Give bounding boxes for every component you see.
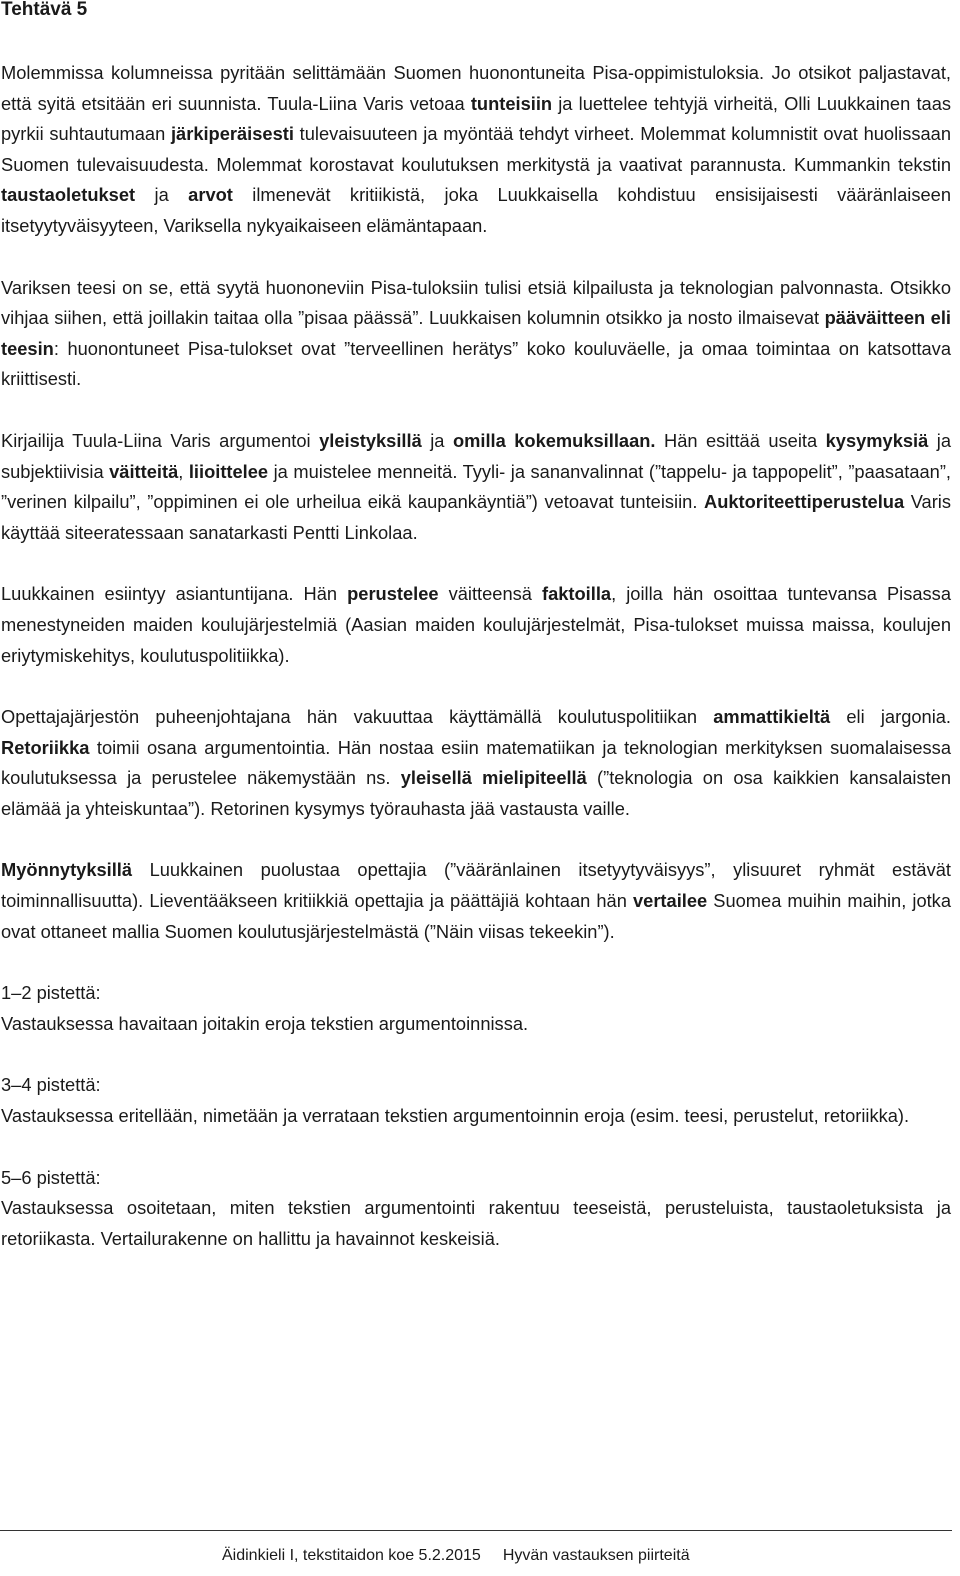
text-run: ja xyxy=(135,184,189,206)
text-run: eli jargonia. xyxy=(830,706,951,728)
text-run: ja luettelee tehtyjä virheitä, Olli Luukkainen taas pyrkii suhtautumaan xyxy=(1,92,951,145)
emphasized-term: Retoriikka xyxy=(1,736,90,758)
emphasized-term: yleistyksillä xyxy=(319,429,422,451)
text-run: ilmenevät kritiikistä, joka Luukkaisella kohdistuu ensisijaisesti vääränlaiseen itsetyytyväisyyteen, Variksella nykyaikaiseen elämäntapaan. xyxy=(1,184,951,236)
emphasized-term: järkiperäisesti xyxy=(170,123,294,145)
text-run: 5–6 pistettä: xyxy=(1,1166,101,1188)
emphasized-term: vertailee xyxy=(632,890,708,912)
emphasized-term: faktoilla xyxy=(542,583,612,605)
document-body xyxy=(1,58,951,1254)
emphasized-term: Myönnytyksillä xyxy=(1,859,133,881)
text-run: Suomea muihin maihin, jotka ovat ottaneet mallia Suomen koulutusjärjestelmästä (”Näin viisas tekeekin”). xyxy=(1,890,951,942)
text-run: Molemmissa kolumneissa pyritään selittämään Suomen huonontuneita Pisa-oppimistuloksia. Jo otsikot paljastavat, että syitä etsitään eri suunnista. Tuula-Liina Varis vetoaa xyxy=(1,62,951,114)
text-run: väitteensä xyxy=(438,583,542,605)
emphasized-term: liioittelee xyxy=(188,460,269,482)
text-run: ja xyxy=(421,429,453,451)
emphasized-term: kysymyksiä xyxy=(825,429,929,451)
text-run: Vastauksessa havaitaan joitakin eroja tekstien argumentoinnissa. xyxy=(1,1012,529,1034)
text-run: toimii osana argumentointia. Hän nostaa esiin matematiikan ja teknologian merkityksen suomalaisessa koulutuksessa ja perustelee näkemystään ns. xyxy=(1,736,951,789)
footer-divider xyxy=(0,1530,952,1531)
text-run: Varis käyttää siteeratessaan sanatarkasti Pentti Linkolaa. xyxy=(1,491,952,543)
text-run: : huonontuneet Pisa-tulokset ovat ”terveellinen herätys” koko kouluväelle, ja omaa toimintaa on katsottava kriittisesti. xyxy=(1,337,951,390)
text-run: Opettajajärjestön puheenjohtajana hän vakuuttaa käyttämällä koulutuspolitiikan xyxy=(1,706,714,728)
emphasized-term: taustaoletukset xyxy=(1,184,136,206)
body-paragraph xyxy=(1,426,951,548)
body-paragraph xyxy=(1,273,951,395)
text-run: , joilla hän osoittaa tuntevansa Pisassa menestyneiden maiden koulujärjestelmiä (Aasian maiden koulujärjestelmät, Pisa-tulokset muissa maissa, koulujen eriytymiskehitys, koulutuspolitiikka). xyxy=(1,583,951,666)
page-footer xyxy=(222,1545,690,1567)
emphasized-term: väitteitä xyxy=(109,460,179,482)
text-run: Variksen teesi on se, että syytä huononeviin Pisa-tuloksiin tulisi etsiä kilpailusta ja teknologian palvonnasta. Otsikko vihjaa siihen, että joillakin taitaa olla ”pisaa päässä”. Luukkaisen kolumnin otsikko ja nosto ilmaisevat xyxy=(1,276,951,329)
text-run: Kirjailija Tuula-Liina Varis argumentoi xyxy=(1,429,320,451)
text-run: Vastauksessa eritellään, nimetään ja verrataan tekstien argumentoinnin eroja (esim. teesi, perustelut, retoriikka). xyxy=(1,1105,910,1127)
text-run: Vastauksessa osoitetaan, miten tekstien argumentointi rakentuu teeseistä, perusteluista, taustaoletuksista ja retoriikasta. Vertailurakenne on hallittu ja havainnot keskeisiä. xyxy=(1,1197,951,1249)
page-title: Tehtävä 5 xyxy=(1,0,88,20)
body-paragraph xyxy=(1,1070,951,1131)
text-run: (”teknologia on osa kaikkien kansalaisten elämää ja yhteiskuntaa”). Retorinen kysymys työrauhasta jää vastausta vaille. xyxy=(1,767,952,819)
footer-section-label: Hyvän vastauksen piirteitä xyxy=(502,1547,690,1564)
text-run: Luukkainen esiintyy asiantuntijana. Hän xyxy=(1,583,348,605)
text-run: 3–4 pistettä: xyxy=(1,1074,101,1096)
body-paragraph xyxy=(1,978,951,1039)
emphasized-term: ammattikieltä xyxy=(713,706,831,728)
body-paragraph xyxy=(1,579,951,671)
body-paragraph xyxy=(1,58,951,242)
footer-course-label: Äidinkieli I, tekstitaidon koe 5.2.2015 xyxy=(222,1547,481,1564)
text-run: 1–2 pistettä: xyxy=(1,982,101,1004)
emphasized-term: pääväitteen eli teesin xyxy=(1,307,952,359)
text-run: tulevaisuuteen ja myöntää tehdyt virheet. Molemmat kolumnistit ovat huolissaan Suomen tulevaisuudesta. Molemmat korostavat koulutuksen merkitystä ja vaativat parannusta. Kummankin tekstin xyxy=(1,123,951,175)
emphasized-term: tunteisiin xyxy=(470,92,553,114)
text-run: ja muistelee menneitä. Tyyli- ja sananvalinnat (”tappelu- ja tappopelit”, ”paasataan”, ”verinen kilpailu”, ”oppiminen ei ole urheilua eikä kaupankäyntiä”) vetoavat tunteisiin. xyxy=(1,460,951,513)
body-paragraph xyxy=(1,702,951,824)
body-paragraph xyxy=(1,1163,951,1255)
text-run: , xyxy=(178,460,189,482)
emphasized-term: yleisellä mielipiteellä xyxy=(400,767,587,789)
emphasized-term: perustelee xyxy=(347,583,439,605)
text-run: ja subjektiivisia xyxy=(1,429,952,482)
emphasized-term: Auktoriteettiperustelua xyxy=(704,491,905,513)
text-run: Luukkainen puolustaa opettajia (”vääränlainen itsetyytyväisyys”, ylisuuret ryhmät estävät toiminnallisuutta). Lieventääkseen kritiikkiä opettajia ja päättäjiä kohtaan hän xyxy=(1,859,951,912)
emphasized-term: arvot xyxy=(188,184,233,206)
emphasized-term: omilla kokemuksillaan. xyxy=(452,429,656,451)
text-run: Hän esittää useita xyxy=(655,429,826,451)
body-paragraph xyxy=(1,855,951,947)
